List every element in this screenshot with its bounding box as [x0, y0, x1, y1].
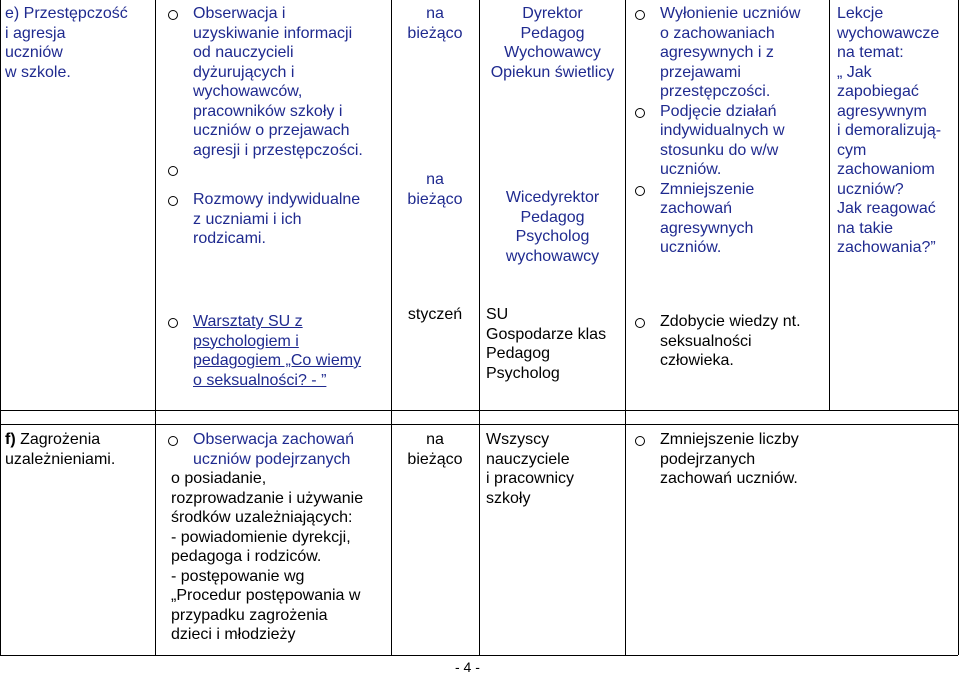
responsible-text: Dyrektor Pedagog Wychowawcy Opiekun świetlicy: [490, 5, 615, 81]
term-text: na bieżąco: [407, 431, 463, 468]
action-item: Warsztaty SU z psychologiem i pedagogiem „Co wiemy o seksualności? - ”: [165, 312, 390, 390]
workshop-term-cell: [392, 305, 478, 325]
grid-line: [958, 0, 959, 655]
action-item: Obserwacja i uzyskiwanie informacji od nauczycieli dyżurujących i wychowawców, pracowników szkoły i uczniów o przejawach agresji i przestępczości.: [165, 4, 390, 160]
grid-line: [625, 0, 626, 655]
term-text: na bieżąco: [407, 171, 463, 208]
outcome-item: Zmniejszenie liczby podejrzanych zachowań uczniów.: [632, 430, 828, 489]
action-item: Obserwacja zachowań uczniów podejrzanych o posiadanie, rozprowadzanie i używanie środków uzależniających: - powiadomienie dyrekcji, pedagoga i rodziców. - postępowanie wg „Procedur postępowania w przypadku zagrożenia dzieci i młodzieży: [165, 430, 391, 645]
term-text: styczeń: [407, 306, 463, 323]
section-e-title: e) Przestępczość i agresja uczniów w szkole.: [5, 5, 128, 81]
addiction-term-cell: [392, 430, 478, 469]
grid-line: [829, 0, 830, 410]
outcome-item: Wyłonienie uczniów o zachowaniach agresywnych i z przejawami przestępczości.: [632, 4, 828, 102]
lessons-text: Lekcje wychowawcze na temat: „ Jak zapobiegać agresywnym i demoralizują- cym zachowaniom uczniów? Jak reagować na takie zachowania?”: [837, 5, 942, 256]
outcome-item: Zdobycie wiedzy nt. seksualności człowieka.: [632, 312, 828, 371]
grid-line: [0, 655, 958, 656]
responsible-text: SU Gospodarze klas Pedagog Psycholog: [486, 306, 607, 382]
actions-cell: [165, 4, 390, 249]
section-f-label: f): [5, 431, 16, 448]
outcome-item: Podjęcie działań indywidualnych w stosunku do w/w uczniów.: [632, 102, 828, 180]
grid-line: [0, 424, 958, 425]
outcomes-cell: [632, 4, 828, 258]
workshop-outcome-cell: [632, 312, 828, 371]
page-number: - 4 -: [455, 659, 480, 675]
lessons-cell: [837, 4, 957, 258]
workshop-responsible-cell: [486, 305, 624, 383]
grid-line: [0, 410, 958, 411]
responsible-text: Wszyscy nauczyciele i pracownicy szkoły: [486, 431, 575, 507]
section-f-title: Zagrożenia uzależnieniami.: [5, 431, 116, 468]
section-e-cell: [5, 4, 153, 82]
section-f-cell: [5, 430, 153, 469]
grid-line: [0, 0, 1, 655]
term-cell: [392, 4, 478, 209]
term-text: na bieżąco: [407, 5, 463, 42]
outcome-item: Zmniejszenie zachowań agresywnych uczniów.: [632, 180, 828, 258]
grid-line: [155, 0, 156, 655]
addiction-action-cell: [165, 430, 391, 645]
action-item: Rozmowy indywidualne z uczniami i ich rodzicami.: [165, 190, 390, 249]
spacer: [165, 160, 390, 190]
addiction-outcome-cell: [632, 430, 828, 489]
responsible-cell: [480, 4, 625, 266]
responsible-text: Wicedyrektor Pedagog Psycholog wychowawcy: [505, 189, 600, 265]
addiction-responsible-cell: [486, 430, 624, 508]
workshop-action-cell: [165, 312, 390, 390]
